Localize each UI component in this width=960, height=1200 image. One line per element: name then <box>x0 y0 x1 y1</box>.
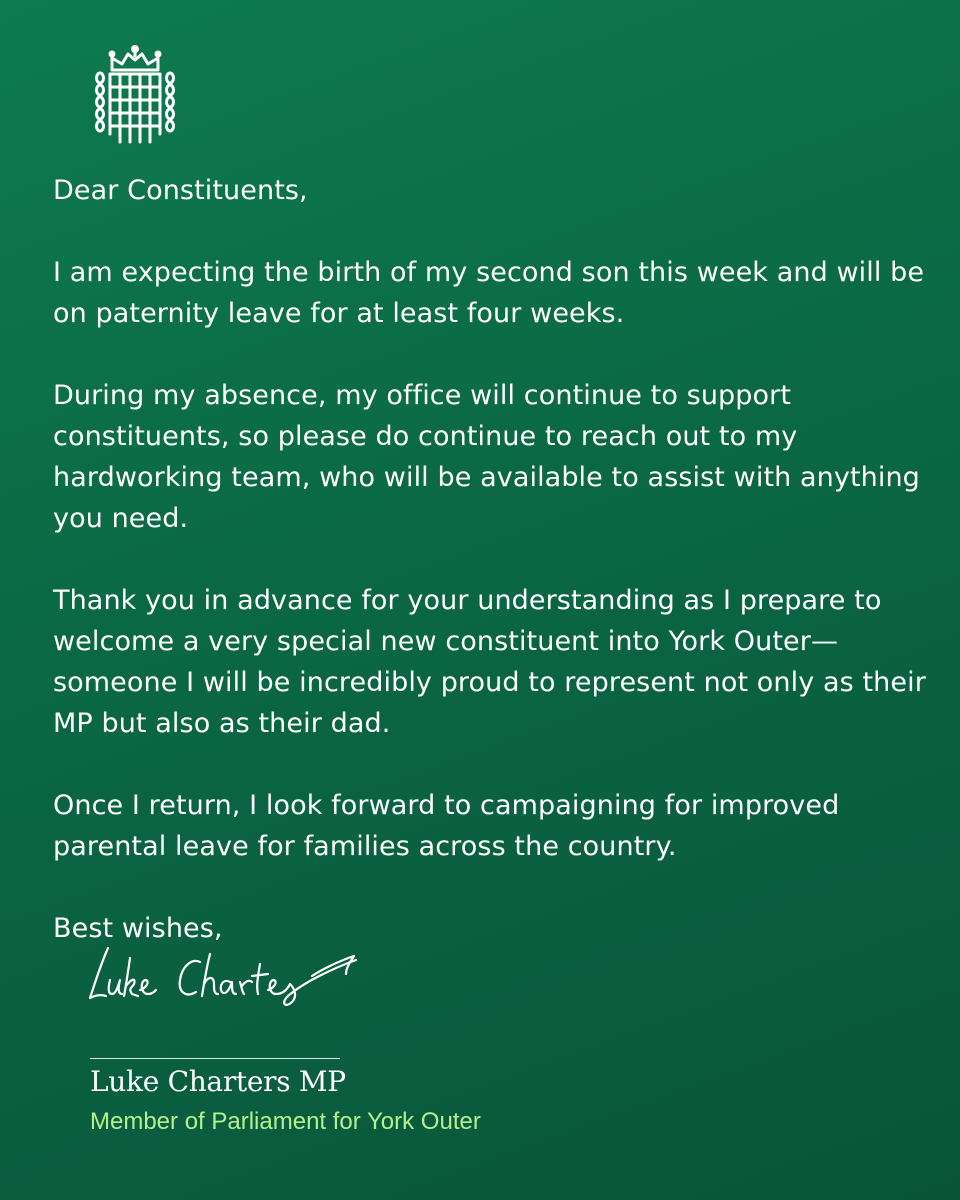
paragraph: I am expecting the birth of my second son this week and will be on paternity leave for at least four weeks. <box>53 257 925 329</box>
signature-line <box>90 1058 340 1059</box>
closing: Best wishes, <box>53 913 223 944</box>
letter-body <box>53 170 933 990</box>
portcullis-icon <box>92 44 178 148</box>
paragraph: During my absence, my office will continue to support constituents, so please do continue to reach out to my hardworking team, who will be available to assist with anything you need. <box>53 380 920 534</box>
sender-role: Member of Parliament for York Outer <box>90 1108 481 1135</box>
sender-name: Luke Charters MP <box>90 1065 346 1098</box>
handwritten-signature <box>84 938 374 1018</box>
paragraph: Once I return, I look forward to campaigning for improved parental leave for families across the country. <box>53 790 840 862</box>
greeting: Dear Constituents, <box>53 175 308 206</box>
paragraph: Thank you in advance for your understanding as I prepare to welcome a very special new constituent into York Outer—someone I will be incredibly proud to represent not only as their MP but also as their dad. <box>53 585 926 739</box>
